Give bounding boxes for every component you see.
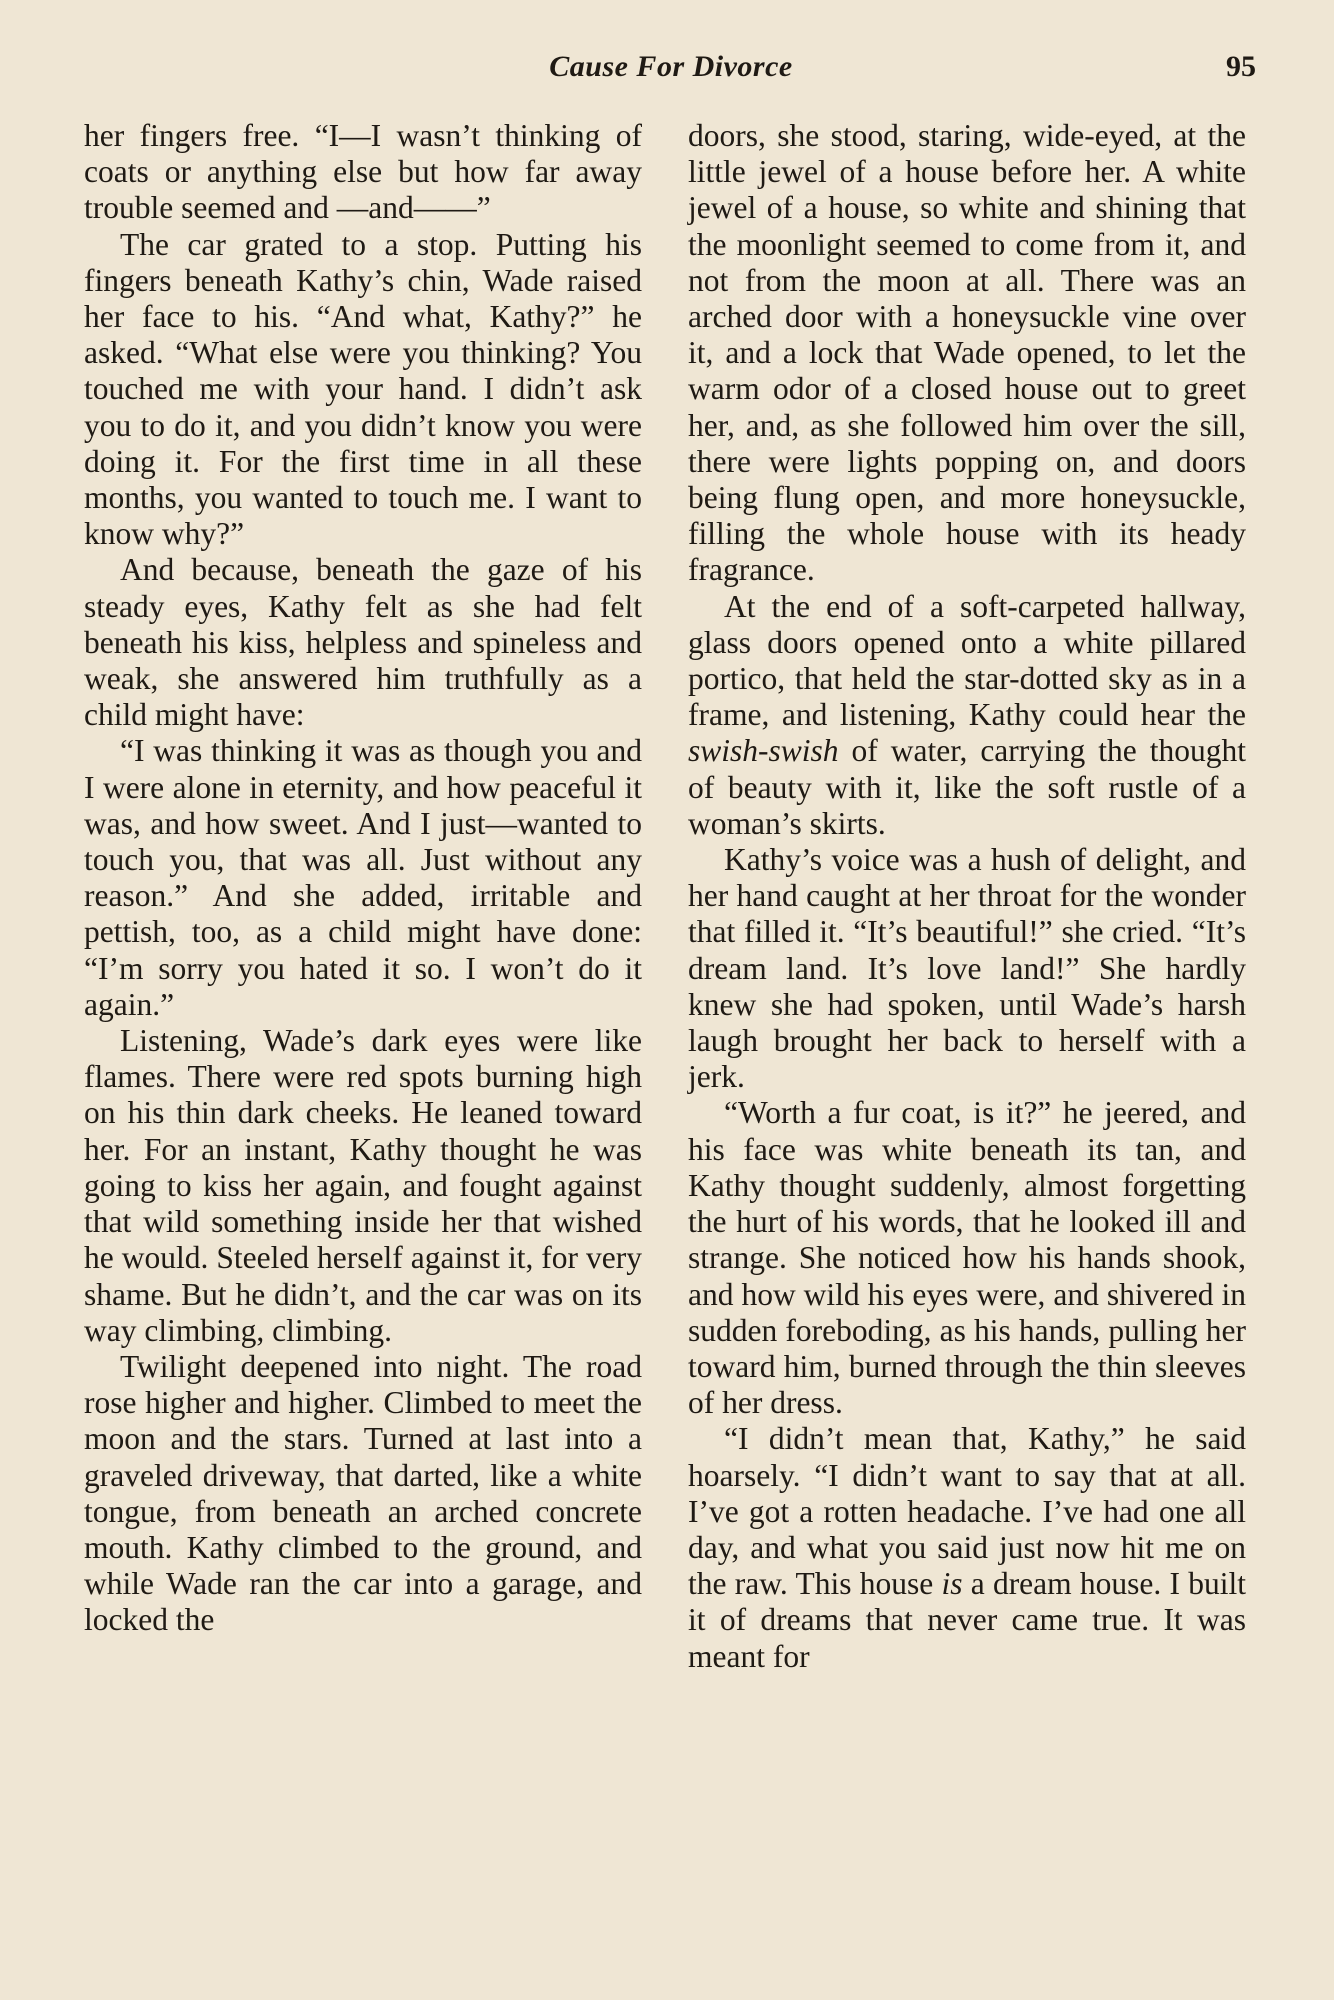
text-span: of water, carrying the thought of beauty with it, like the soft rustle of a woman’s skirts. [688, 733, 1246, 841]
paragraph: And because, beneath the gaze of his steady eyes, Kathy felt as she had felt beneath his kiss, helpless and spineless and weak, she answered him truthfully as a child might have: [84, 552, 642, 733]
left-column [84, 118, 642, 1639]
paragraph: Kathy’s voice was a hush of delight, and her hand caught at her throat for the wonder that filled it. “It’s beautiful!” she cried. “It’s dream land. It’s love land!” She hardly knew she had spoken, until Wade’s harsh laugh brought her back to herself with a jerk. [688, 842, 1246, 1095]
paragraph: doors, she stood, staring, wide-eyed, at the little jewel of a house before her. A white jewel of a house, so white and shining that the moonlight seemed to come from it, and not from the moon at all. There was an arched door with a honeysuckle vine over it, and a lock that Wade opened, to let the warm odor of a closed house out to greet her, and, as she followed him over the sill, there were lights popping on, and doors being flung open, and more honeysuckle, filling the whole house with its heady fragrance. [688, 118, 1246, 588]
paragraph [688, 589, 1246, 842]
text-span: “I didn’t mean that, Kathy,” he said hoarsely. “I didn’t want to say that at all. I’ve got a rotten headache. I’ve had one all day, and what you said just now hit me on the raw. This house [688, 1421, 1246, 1602]
text-span: At the end of a soft-carpeted hallway, glass doors opened onto a white pillared portico, that held the star-dotted sky as in a frame, and listening, Kathy could hear the [688, 588, 1246, 733]
italic-text: swish-swish [688, 733, 839, 769]
running-title: Cause For Divorce [549, 50, 793, 83]
paragraph: The car grated to a stop. Putting his fingers beneath Kathy’s chin, Wade raised her face to his. “And what, Kathy?” he asked. “What else were you thinking? You touched me with your hand. I didn’t ask you to do it, and you didn’t know you were doing it. For the first time in all these months, you wanted to touch me. I want to know why?” [84, 226, 642, 552]
paragraph [688, 1421, 1246, 1674]
page-number: 95 [1226, 50, 1256, 83]
paragraph: Twilight deepened into night. The road rose higher and higher. Climbed to meet the moon and the stars. Turned at last into a graveled driveway, that darted, like a white tongue, from beneath an arched concrete mouth. Kathy climbed to the ground, and while Wade ran the car into a garage, and locked the [84, 1348, 642, 1638]
italic-text: is [941, 1566, 963, 1602]
right-column [688, 118, 1246, 1675]
page-header [86, 50, 1256, 96]
paragraph: “I was thinking it was as though you and I were alone in eternity, and how peaceful it was, and how sweet. And I just—wanted to touch you, that was all. Just without any reason.” And she added, irritable and pettish, too, as a child might have done: “I’m sorry you hated it so. I won’t do it again.” [84, 733, 642, 1022]
paragraph: Listening, Wade’s dark eyes were like flames. There were red spots burning high on his thin dark cheeks. He leaned toward her. For an instant, Kathy thought he was going to kiss her again, and fought against that wild something inside her that wished he would. Steeled herself against it, for very shame. But he didn’t, and the car was on its way climbing, climbing. [84, 1023, 642, 1348]
paragraph: “Worth a fur coat, is it?” he jeered, and his face was white beneath its tan, and Kathy thought suddenly, almost forgetting the hurt of his words, that he looked ill and strange. She noticed how his hands shook, and how wild his eyes were, and shivered in sudden foreboding, as his hands, pulling her toward him, burned through the thin sleeves of her dress. [688, 1095, 1246, 1421]
text-span: a dream house. I built it of dreams that never came true. It was meant for [688, 1566, 1246, 1674]
paragraph: her fingers free. “I—I wasn’t thinking of coats or anything else but how far away trouble seemed and —and——” [84, 118, 642, 226]
